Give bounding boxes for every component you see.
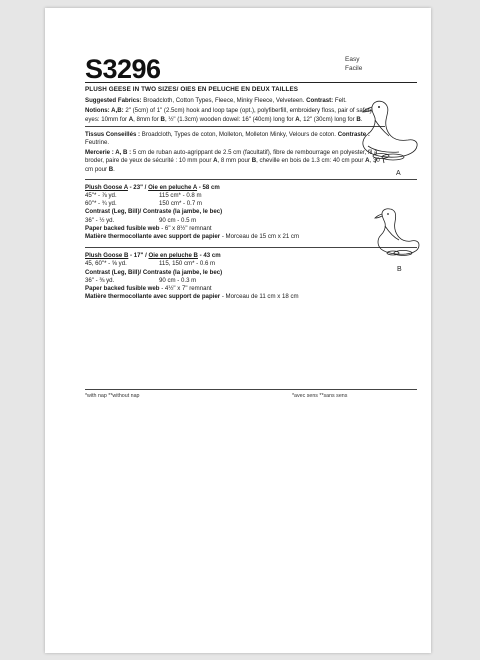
yardage-imperial: 45"* - ⅞ yd. [85,192,117,200]
goose-b-yardage [85,252,385,301]
yardage-imperial: 36" - ⅜ yd. [85,276,115,284]
notions [85,107,385,123]
section-divider [85,247,417,248]
nap-footnote-en: *with nap **without nap [85,393,140,399]
goose-b-heading-en: Plush Goose B [85,252,129,260]
yardage-metric: 90 cm - 0.5 m [159,216,197,224]
yardage-metric: 150 cm* - 0.7 m [159,200,203,208]
goose-a-fusible-web [85,225,385,233]
product-title: PLUSH GEESE IN TWO SIZES/ OIES EN PELUCHE EN DEUX TAILLES [85,86,299,93]
fabrics-label: Suggested Fabrics: [85,97,142,105]
goose-a-heading-en: Plush Goose A [85,183,128,191]
goose-b-eye [387,213,389,215]
mercerie-text-4: , 30 cm pour [85,157,380,173]
fabrics-contrast-label: Contrast: [306,97,334,105]
mercerie-text-5: . [113,165,115,173]
notions-text-3: , ½" (1.3cm) wooden dowel: 16" (40cm) long for [164,115,294,123]
goose-b-heading [85,252,385,260]
yardage-imperial: 45, 60"* - ⅝ yd. [85,260,127,268]
header-rule [85,82,417,83]
notions-text-1: 2" (5cm) of 1" (2.5cm) hook and loop tape (opt.), polyfiberfill, embroidery floss, pair of safety eyes: 10mm for [85,107,373,123]
mercerie-size-b-2: B [108,165,114,173]
tissus-contrast-text: Feutrine. [85,139,110,147]
fabrics-contrast-text: Felt. [334,97,347,105]
notions-size-a: A [128,115,134,123]
nap-footnote-fr: *avec sens **sans sens [292,393,348,399]
yardage-imperial: 36" - ½ yd. [85,216,115,224]
fusible-web-size: - 4½" x 7" remnant [159,285,212,293]
difficulty-en: Easy [345,56,360,63]
goose-a-size-en: - 23" / [127,183,149,191]
goose-b-contrast-heading: Contrast (Leg, Bill)/ Contraste (la jambe, le bec) [85,268,223,276]
goose-a-heading-fr: Oie en peluche A [148,183,198,191]
notions-size-a-2: A [295,115,300,123]
mercerie-size-a-2: A [365,157,370,165]
yardage-metric: 115 cm* - 0.8 m [159,192,202,200]
mercerie-size-a: A [213,157,218,165]
goose-b-illustration [373,204,421,262]
notions-label: Notions: A,B: [85,107,124,115]
yardage-row [85,260,385,268]
goose-a-fusible-web-fr [85,233,385,241]
section-divider [85,126,385,127]
mercerie-text-3: , cheville en bois de 1.3 cm: 40 cm pour [256,157,364,165]
yardage-row [85,192,385,200]
yardage-row [85,200,385,208]
goose-a-yardage [85,184,385,241]
mercerie [85,149,385,174]
pattern-envelope-back [45,8,431,653]
instructions-column [85,86,385,301]
goose-a-size-fr: - 58 cm [197,183,220,191]
fabrics-text: Broadcloth, Cotton Types, Fleece, Minky Fleece, Velveteen. [143,97,305,105]
goose-b-fusible-web-fr [85,293,385,301]
yardage-metric: 115, 150 cm* - 0.6 m [159,260,216,268]
goose-b-heading-fr: Oie en peluche B [148,252,198,260]
footer-rule [85,389,417,390]
notions-text-5: . [360,115,363,123]
fusible-web-size: - 6" x 8½" remnant [159,224,212,232]
difficulty-label [345,55,385,73]
suggested-fabrics [85,97,385,105]
goose-b-size-en: - 17" / [128,252,149,260]
mercerie-label: Mercerie : A, B : [85,149,132,157]
fusible-web-fr-size: - Morceau de 15 cm x 21 cm [220,233,300,241]
yardage-row [85,217,385,225]
goose-a-contrast-heading: Contrast (Leg, Bill)/ Contraste (la jambe, le bec) [85,208,223,216]
goose-a-heading [85,184,385,192]
tissus-label: Tissus Conseillés : [85,130,141,138]
mercerie-text-2: , 8 mm pour [217,157,250,165]
section-divider [85,179,417,180]
tissus-contrast-label: Contraste : [337,130,370,138]
goose-b-fusible-web [85,285,385,293]
fusible-web-label: Paper backed fusible web [85,285,160,293]
notions-size-b: B [160,115,165,123]
notions-size-b-2: B [356,115,361,123]
notions-text-4: , 12" (30cm) long for [299,115,355,123]
goose-a-label: A [396,170,401,177]
fusible-web-fr-label: Matière thermocollante avec support de papier [85,293,221,301]
fusible-web-fr-size: - Morceau de 11 cm x 18 cm [220,293,299,301]
notions-text-2: , 8mm for [133,115,159,123]
difficulty-fr: Facile [345,65,363,72]
yardage-row [85,277,385,285]
fusible-web-fr-label: Matière thermocollante avec support de papier [85,233,221,241]
fusible-web-label: Paper backed fusible web [85,224,160,232]
pattern-number: S3296 [85,54,161,84]
goose-b-label: B [397,266,402,273]
mercerie-size-b: B [251,157,257,165]
goose-a-illustration [353,96,423,168]
yardage-metric: 90 cm - 0.3 m [159,276,197,284]
goose-a-eye [378,106,380,108]
goose-b-size-fr: - 43 cm [197,252,221,260]
tissus-text: Broadcloth, Types de coton, Molleton, Molleton Minky, Velours de coton. [141,130,337,138]
mercerie-text-1: 5 cm de ruban auto-agrippant de 2.5 cm (facultatif), fibre de rembourrage en polyester, fil à broder, paire de yeux de sécurité : 10 mm pour [85,149,378,165]
yardage-imperial: 60"* - ¾ yd. [85,200,117,208]
tissus-conseilles [85,131,385,147]
